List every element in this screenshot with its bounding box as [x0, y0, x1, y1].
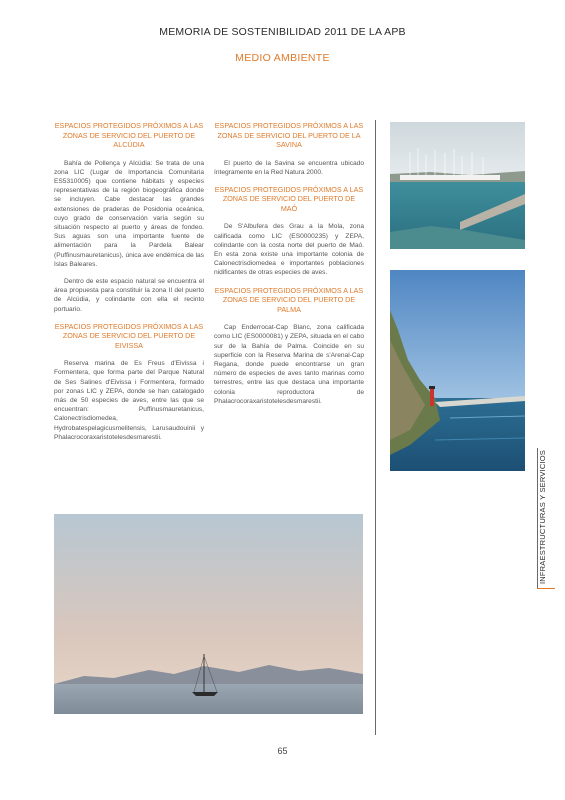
section-title: MEDIO AMBIENTE: [235, 52, 330, 64]
sailboat-photo: [54, 514, 363, 714]
heading-palma: ESPACIOS PROTEGIDOS PRÓXIMOS A LAS ZONAS DE SERVICIO DEL PUERTO DE PALMA: [214, 285, 364, 314]
lighthouse-photo: [390, 270, 525, 471]
paragraph-eivissa: Reserva marina de Es Freus d'Eivissa i Formentera, que forma parte del Parque Natural de Ses Salines d'Eivissa i Formentera, formado por zonas LIC y ZEPA, donde se han catalogado más de 50 especies de aves, entre las que se encuentran: Puffinusmauretanicus, Calonectrisdiomedea, Hydrobatespelagicusmelitensis, Larusaudouinii y Phalacrocoraxaristotelesdesmarestii.: [54, 360, 204, 441]
marina-photo: [390, 122, 525, 249]
paragraph-palma: Cap Enderrocat-Cap Blanc, zona calificada como LIC (ES0000081) y ZEPA, situada en el cabo sur de la Bahía de Palma. Coincide en su superficie con la Reserva Marina de s'Arenal-Cap Regana, donde puede encontrarse un gran número de especies de aves tanto marinas como terrestres, entre las que destaca una importante colonia reproductora de Phalacrocoraxaristotelesdesmarestii.: [214, 324, 364, 405]
paragraph-alcudia-2: Dentro de este espacio natural se encuentra el área propuesta para constituir la zona II del puerto de Alcúdia, y colindante con ella el recinto portuario.: [54, 277, 204, 313]
side-accent-line: [537, 588, 555, 589]
text-column-middle: [214, 121, 364, 414]
heading-la-savina: ESPACIOS PROTEGIDOS PRÓXIMOS A LAS ZONAS DE SERVICIO DEL PUERTO DE LA SAVINA: [214, 121, 364, 149]
heading-mao: ESPACIOS PROTEGIDOS PRÓXIMOS A LAS ZONAS DE SERVICIO DEL PUERTO DE MAÓ: [214, 184, 364, 213]
paragraph-mao: De S'Albufera des Grau a la Mola, zona calificada como LIC (ES0000235) y ZEPA, colindante con la costa norte del puerto de Maó. En esta zona existe una importante colonia de Calonectrisdiomedea e importantes poblaciones nidificantes de otras especies de aves.: [214, 223, 364, 277]
document-title: MEMORIA DE SOSTENIBILIDAD 2011 DE LA APB: [159, 26, 406, 38]
chapter-side-label: INFRAESTRUCTURAS Y SERVICIOS: [538, 450, 547, 584]
column-divider: [375, 120, 376, 735]
paragraph-alcudia-1: Bahía de Pollença y Alcúdia: Se trata de una zona LIC (Lugar de Importancia Comunitaria ES5310005) que contiene hábitats y especies representativas de la región biogeográfica donde se incluyen. Cabe destacar las grandes extensiones de praderas de Posidonia oceánica, cuyo grado de conservación varía según su situación respecto al puerto y áreas de fondeo. Sus aguas son una importante fuente de alimentación para la Pardela Balear (Puffinusmauretanicus), única ave endémica de las Islas Baleares.: [54, 159, 204, 268]
page-number: 65: [277, 746, 288, 756]
paragraph-la-savina: El puerto de la Savina se encuentra ubicado íntegramente en la Red Natura 2000.: [214, 159, 364, 176]
heading-alcudia: ESPACIOS PROTEGIDOS PRÓXIMOS A LAS ZONAS DE SERVICIO DEL PUERTO DE ALCÚDIA: [54, 121, 204, 149]
text-column-left: [54, 121, 204, 450]
heading-eivissa: ESPACIOS PROTEGIDOS PRÓXIMOS A LAS ZONAS DE SERVICIO DEL PUERTO DE EIVISSA: [54, 321, 204, 350]
